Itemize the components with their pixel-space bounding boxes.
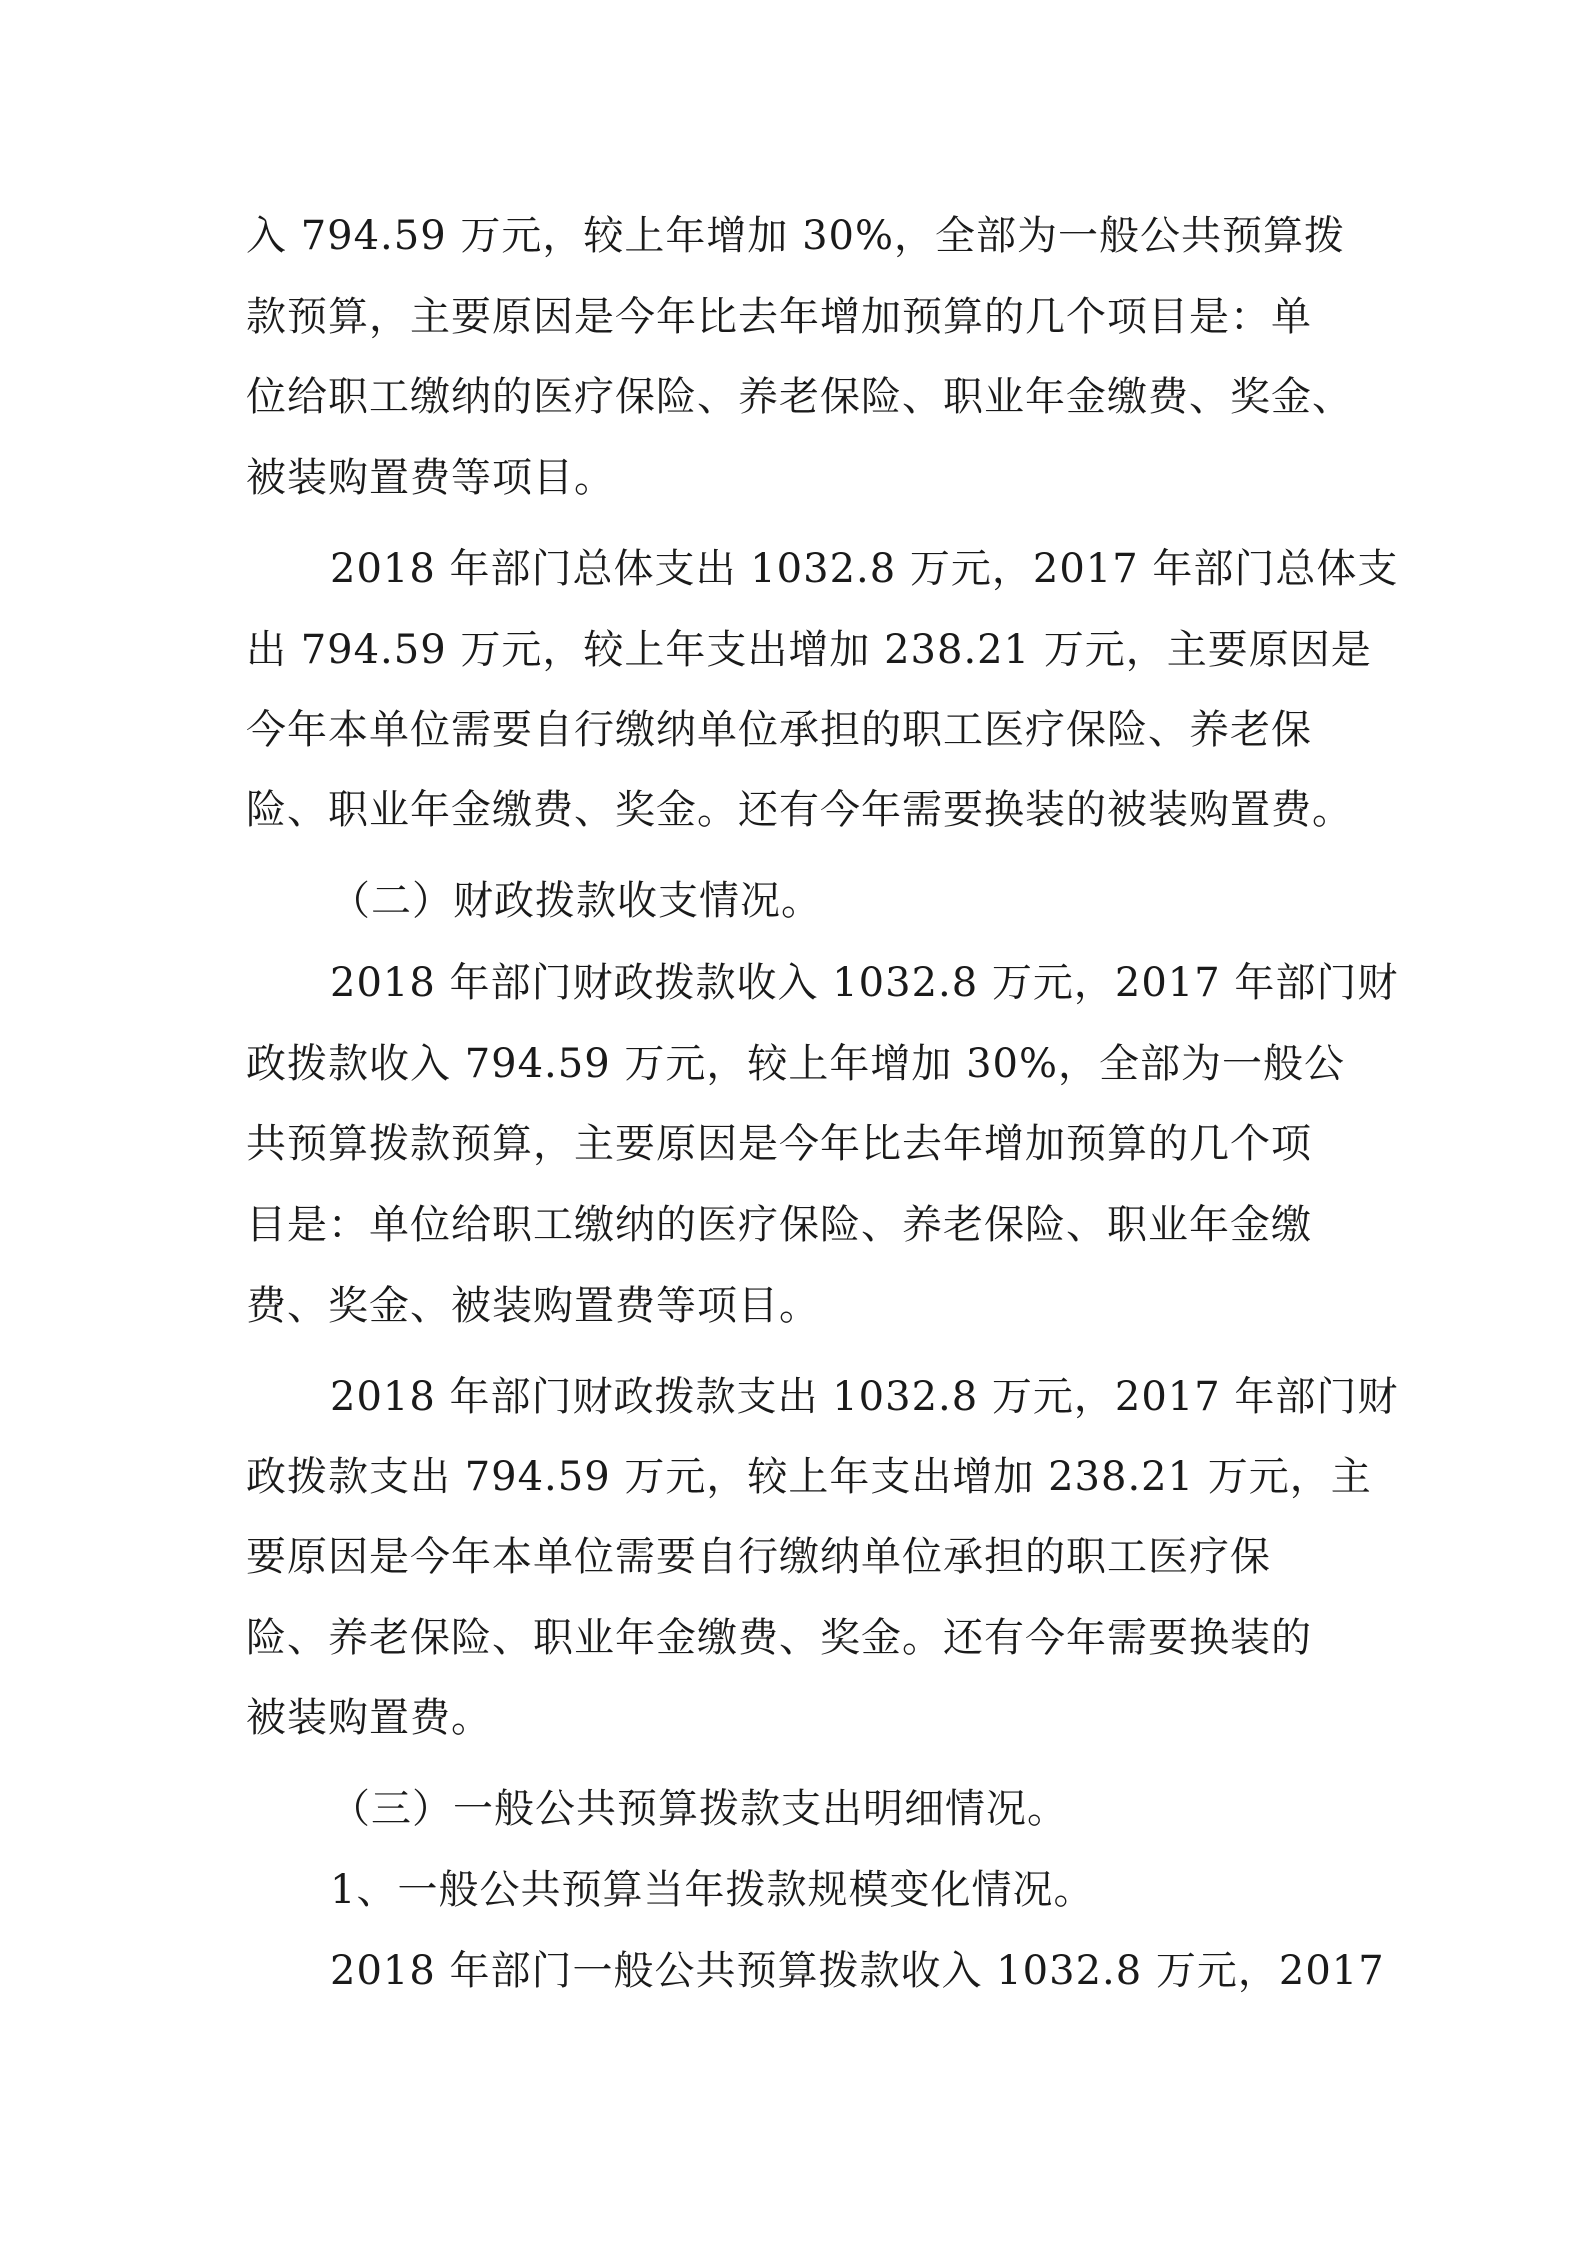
text-line: 2018 年部门财政拨款支出 1032.8 万元，2017 年部门财 — [330, 1374, 1399, 1420]
text-line: 险、职业年金缴费、奖金。还有今年需要换装的被装购置费。 — [246, 787, 1353, 833]
text-line: 要原因是今年本单位需要自行缴纳单位承担的职工医疗保 — [246, 1534, 1271, 1580]
text-line: 政拨款收入 794.59 万元，较上年增加 30%，全部为一般公 — [246, 1041, 1346, 1087]
text-line: 2018 年部门总体支出 1032.8 万元，2017 年部门总体支 — [330, 546, 1399, 592]
text-line: 出 794.59 万元，较上年支出增加 238.21 万元，主要原因是 — [246, 627, 1372, 673]
text-line: 被装购置费等项目。 — [246, 455, 615, 501]
text-line: 入 794.59 万元，较上年增加 30%，全部为一般公共预算拨 — [246, 213, 1346, 259]
text-line: 政拨款支出 794.59 万元，较上年支出增加 238.21 万元，主 — [246, 1454, 1372, 1500]
subsection-heading: 1、一般公共预算当年拨款规模变化情况。 — [330, 1867, 1095, 1913]
text-line: 共预算拨款预算，主要原因是今年比去年增加预算的几个项 — [246, 1121, 1312, 1167]
text-line: 2018 年部门一般公共预算拨款收入 1032.8 万元，2017 — [330, 1948, 1385, 1994]
text-line: 2018 年部门财政拨款收入 1032.8 万元，2017 年部门财 — [330, 960, 1399, 1006]
section-heading: （二）财政拨款收支情况。 — [330, 878, 822, 924]
section-heading: （三）一般公共预算拨款支出明细情况。 — [330, 1786, 1068, 1832]
text-line: 位给职工缴纳的医疗保险、养老保险、职业年金缴费、奖金、 — [246, 374, 1353, 420]
text-line: 今年本单位需要自行缴纳单位承担的职工医疗保险、养老保 — [246, 707, 1312, 753]
text-line: 款预算，主要原因是今年比去年增加预算的几个项目是：单 — [246, 294, 1312, 340]
text-line: 费、奖金、被装购置费等项目。 — [246, 1283, 820, 1329]
text-line: 目是：单位给职工缴纳的医疗保险、养老保险、职业年金缴 — [246, 1202, 1312, 1248]
text-line: 险、养老保险、职业年金缴费、奖金。还有今年需要换装的 — [246, 1615, 1312, 1661]
text-line: 被装购置费。 — [246, 1695, 492, 1741]
